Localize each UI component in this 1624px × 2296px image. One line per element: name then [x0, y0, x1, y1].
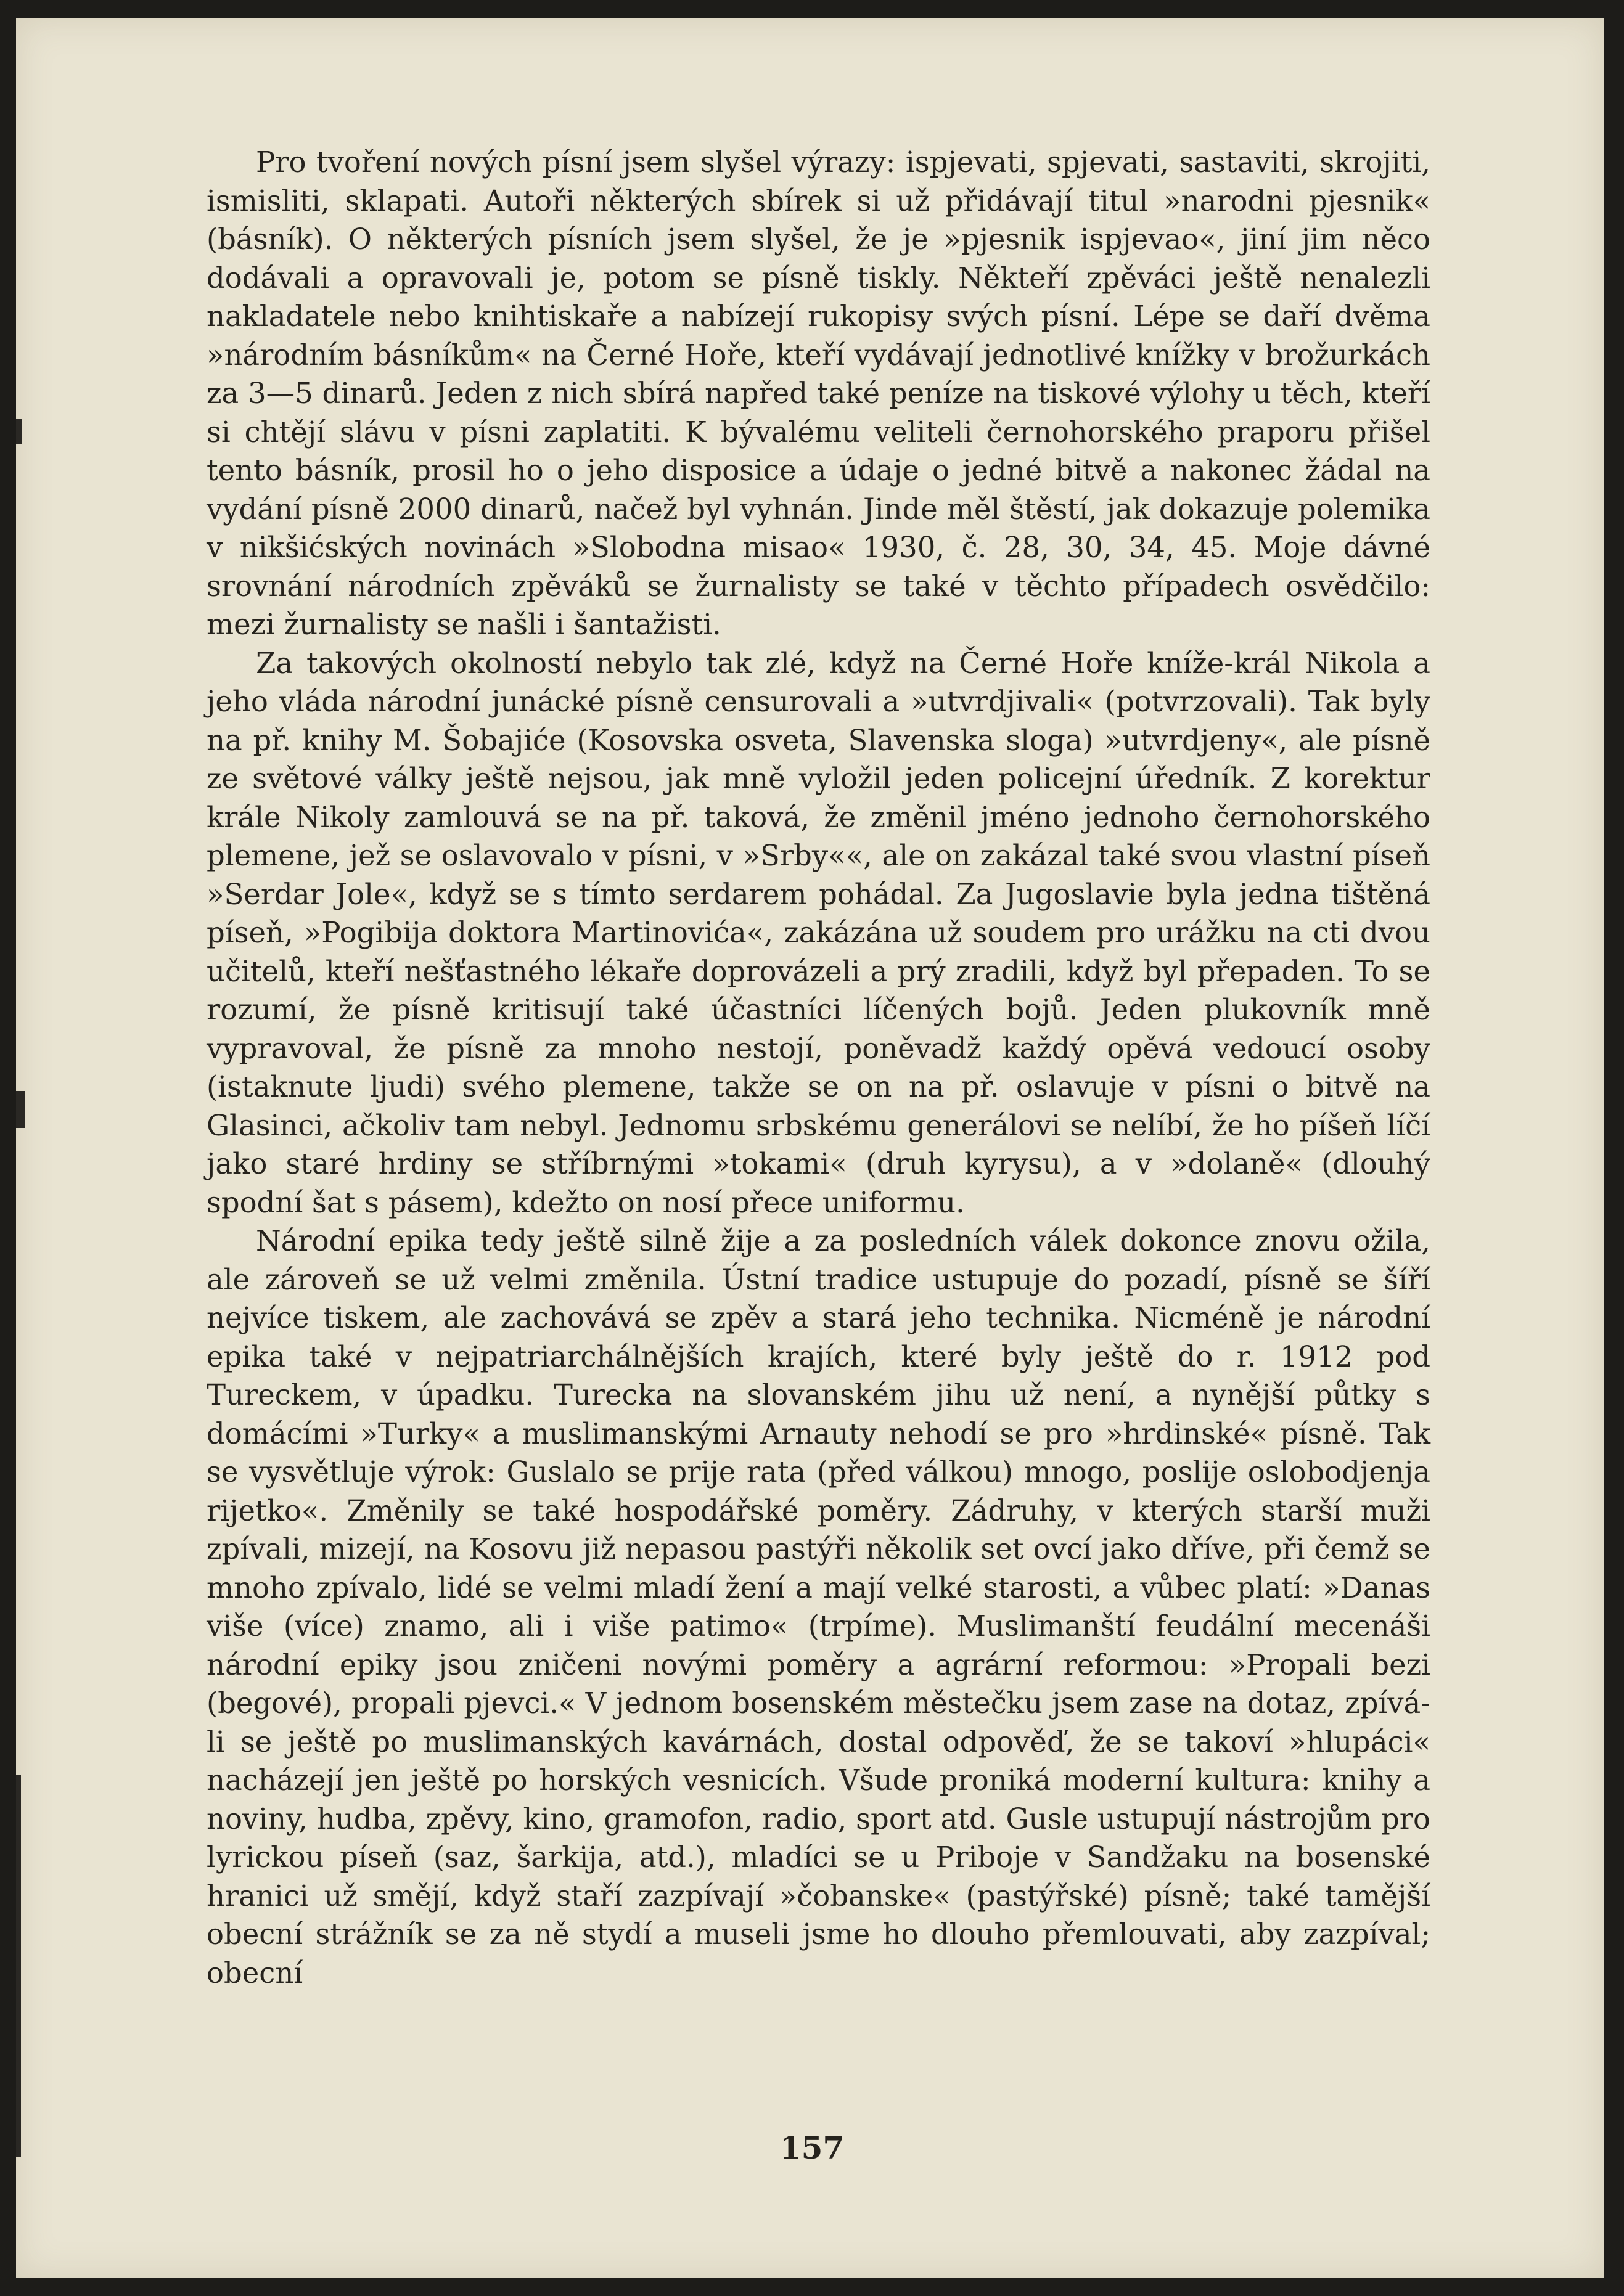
page-number: 157 — [779, 2130, 845, 2166]
paragraph-1: Pro tvoření nových písní jsem slyšel výrazy: ispjevati, spjevati, sastaviti, skrojiti, ismisliti, sklapati. Autoři některých sbírek si už přidávají titul »narodni pjesnik« (básník). O některých písních jsem slyšel, že je »pjesnik ispjevao«, jiní jim něco dodávali a opravovali je, potom se písně tiskly. Někteří zpěváci ještě nenalezli nakladatele nebo knihtiskaře a nabízejí rukopisy svých písní. Lépe se daří dvěma »národním básníkům« na Černé Hoře, kteří vydávají jednotlivé knížky v brožurkách za 3—5 dinarů. Jeden z nich sbírá napřed také peníze na tiskové výlohy u těch, kteří si chtějí slávu v písni zaplatiti. K bývalému veliteli černohorského praporu přišel tento básník, prosil ho o jeho disposice a údaje o jedné bitvě a nakonec žádal na vydání písně 2000 dinarů, načež byl vyhnán. Jinde měl štěstí, jak dokazuje polemika v nikšićských novinách »Slobodna misao« 1930, č. 28, 30, 34, 45. Moje dávné srovnání národních zpěváků se žurnalisty se také v těchto případech osvědčilo: mezi žurnalisty se našli i šantažisti. — [207, 145, 1430, 641]
body-text — [207, 143, 1430, 1992]
binding-mark — [16, 1091, 25, 1128]
binding-mark — [16, 419, 22, 444]
paragraph-3: Národní epika tedy ještě silně žije a za posledních válek dokonce znovu ožila, ale zároveň se už velmi změnila. Ústní tradice ustupuje do pozadí, písně se šíří nejvíce tiskem, ale zachovává se zpěv a stará jeho technika. Nicméně je národní epika také v nejpatriarchálnějších krajích, které byly ještě do r. 1912 pod Tureckem, v úpadku. Turecka na slovanském jihu už není, a nynější půtky s domácími »Turky« a muslimanskými Arnauty nehodí se pro »hrdinské« písně. Tak se vysvětluje výrok: Guslalo se prije rata (před válkou) mnogo, poslije oslobodjenja rijetko«. Změnily se také hospodářské poměry. Zádruhy, v kterých starší muži zpívali, mizejí, na Kosovu již nepasou pastýři několik set ovcí jako dříve, při čemž se mnoho zpívalo, lidé se velmi mladí žení a mají velké starosti, a vůbec platí: »Danas više (více) znamo, ali i više patimo« (trpíme). Muslimanští feudální mecenáši národní epiky jsou zničeni novými poměry a agrární reformou: »Propali bezi (begové), propali pjevci.« V jednom bosenském městečku jsem zase na dotaz, zpívá-li se ještě po muslimanských kavárnách, dostal odpověď, že se takoví »hlupáci« nacházejí jen ještě po horských vesnicích. Všude proniká moderní kultura: knihy a noviny, hudba, zpěvy, kino, gramofon, radio, sport atd. Gusle ustupují nástrojům pro lyrickou píseň (saz, šarkija, atd.), mladíci se u Priboje v Sandžaku na bosenské hranici už smějí, když staří zazpívají »čobanske« (pastýřské) písně; také tamější obecní strážník se za ně stydí a museli jsme ho dlouho přemlouvati, aby zazpíval; obecní — [207, 1224, 1430, 1990]
binding-mark — [16, 1775, 21, 2157]
paragraph-2: Za takových okolností nebylo tak zlé, když na Černé Hoře kníže-král Nikola a jeho vláda národní junácké písně censurovali a »utvrdjivali« (potvrzovali). Tak byly na př. knihy M. Šobajiće (Kosovska osveta, Slavenska sloga) »utvrdjeny«, ale písně ze světové války ještě nejsou, jak mně vyložil jeden policejní úředník. Z korektur krále Nikoly zamlouvá se na př. taková, že změnil jméno jednoho černohorského plemene, jež se oslavovalo v písni, v »Srby««, ale on zakázal také svou vlastní píseň »Serdar Jole«, když se s tímto serdarem pohádal. Za Jugoslavie byla jedna tištěná píseň, »Pogibija doktora Martinovića«, zakázána už soudem pro urážku na cti dvou učitelů, kteří nešťastného lékaře doprovázeli a prý zradili, když byl přepaden. To se rozumí, že písně kritisují také účastníci líčených bojů. Jeden plukovník mně vypravoval, že písně za mnoho nestojí, poněvadž každý opěvá vedoucí osoby (istaknute ljudi) svého plemene, takže se on na př. oslavuje v písni o bitvě na Glasinci, ačkoliv tam nebyl. Jednomu srbskému generálovi se nelíbí, že ho píšeň líčí jako staré hrdiny se stříbrnými »tokami« (druh kyrysu), a v »dolaně« (dlouhý spodní šat s pásem), kdežto on nosí přece uniformu. — [207, 646, 1430, 1219]
